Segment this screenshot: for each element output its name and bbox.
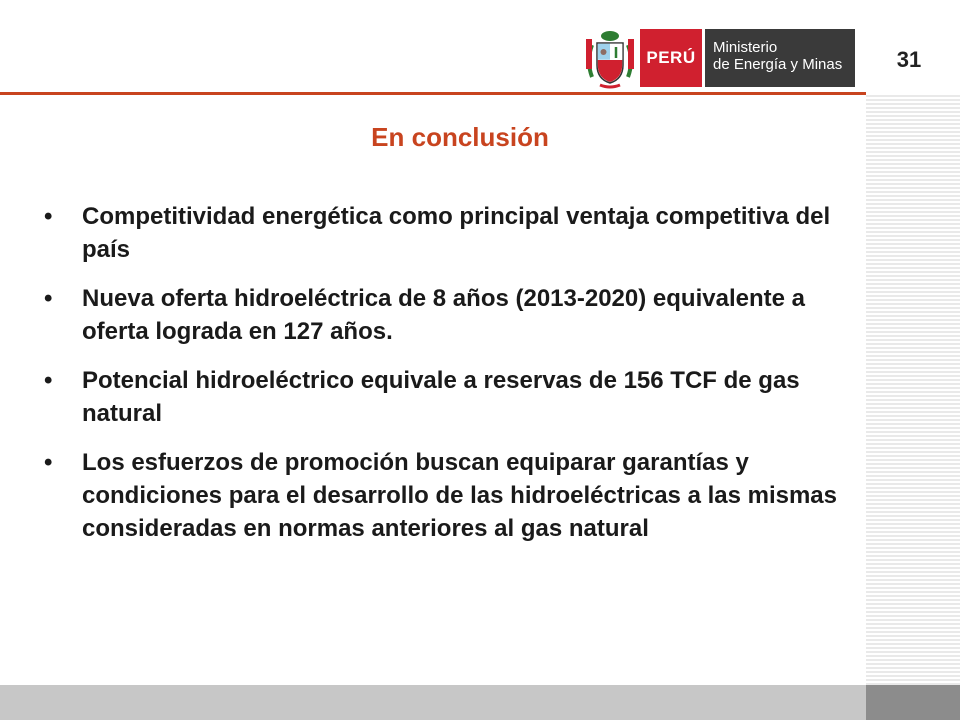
bullet-text: Potencial hidroeléctrico equivale a reservas de 156 TCF de gas natural (82, 367, 800, 427)
bullet-list (40, 200, 860, 561)
bullet-icon: • (44, 285, 53, 312)
bullet-text: Competitividad energética como principal ventaja competitiva del país (82, 203, 831, 263)
ministry-logo (582, 27, 855, 89)
bullet-icon: • (44, 203, 53, 230)
bullet-item (40, 282, 860, 348)
ministry-line-1: Ministerio (713, 39, 778, 56)
peru-label: PERÚ (640, 29, 702, 87)
bullet-icon: • (44, 367, 53, 394)
ministry-line-2: de Energía y Minas (713, 56, 843, 73)
sidebar-footer-block (866, 685, 960, 720)
bullet-icon: • (44, 449, 53, 476)
bullet-item (40, 200, 860, 266)
decorative-sidebar (866, 95, 960, 685)
slide-title: En conclusión (371, 122, 549, 152)
bullet-text: Nueva oferta hidroeléctrica de 8 años (2013-2020) equivalente a oferta lograda en 127 años. (82, 285, 805, 345)
bullet-text: Los esfuerzos de promoción buscan equiparar garantías y condiciones para el desarrollo de las hidroeléctricas a las mismas consideradas en normas anteriores al gas natural (82, 449, 838, 542)
ministry-label (705, 29, 855, 87)
footer-bar (0, 685, 866, 720)
bullet-item (40, 446, 860, 545)
page-number: 31 (896, 47, 922, 72)
coat-of-arms-icon (582, 27, 638, 89)
bullet-item (40, 364, 860, 430)
header-divider (0, 92, 866, 95)
